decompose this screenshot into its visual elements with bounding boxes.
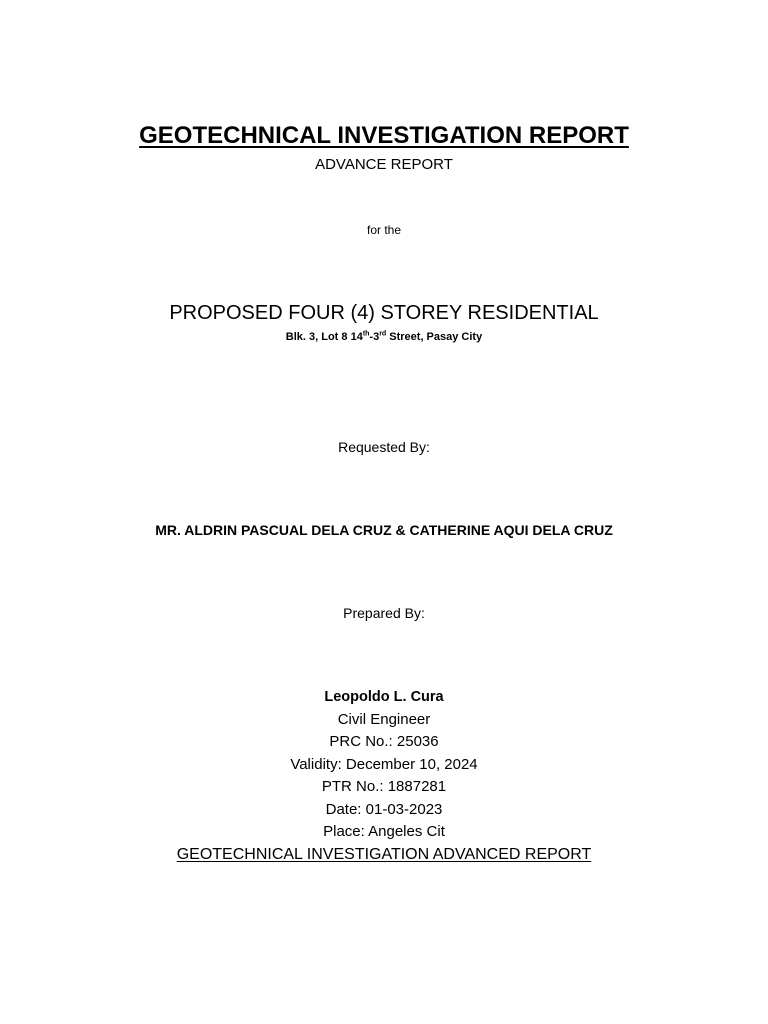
preparer-name: Leopoldo L. Cura bbox=[324, 689, 444, 705]
address-superscript-1: th bbox=[362, 330, 370, 338]
address-part-1: Blk. 3, Lot 8 14 bbox=[285, 331, 363, 343]
preparer-position: Civil Engineer bbox=[337, 710, 431, 728]
report-subtitle: ADVANCE REPORT bbox=[315, 156, 453, 173]
requested-by-label: Requested By: bbox=[338, 439, 430, 455]
issue-place: Place: Angeles Cit bbox=[323, 823, 445, 840]
for-the-text: for the bbox=[366, 223, 402, 237]
report-title: GEOTECHNICAL INVESTIGATION REPORT bbox=[139, 122, 629, 149]
prepared-by-label: Prepared By: bbox=[343, 605, 425, 621]
preparer-block bbox=[0, 686, 768, 866]
validity-date: Validity: December 10, 2024 bbox=[290, 755, 478, 773]
ptr-number: PTR No.: 1887281 bbox=[321, 778, 447, 795]
address-part-3: Street, Pasay City bbox=[386, 331, 483, 343]
client-names: MR. ALDRIN PASCUAL DELA CRUZ & CATHERINE AQUI DELA CRUZ bbox=[155, 522, 613, 538]
footer-title: GEOTECHNICAL INVESTIGATION ADVANCED REPORT bbox=[176, 845, 592, 863]
address-superscript-2: rd bbox=[379, 330, 387, 338]
issue-date: Date: 01-03-2023 bbox=[325, 800, 443, 818]
project-name: PROPOSED FOUR (4) STOREY RESIDENTIAL bbox=[169, 302, 599, 324]
prc-number: PRC No.: 25036 bbox=[329, 733, 439, 750]
address-part-2: -3 bbox=[369, 331, 380, 343]
project-address bbox=[0, 331, 768, 343]
